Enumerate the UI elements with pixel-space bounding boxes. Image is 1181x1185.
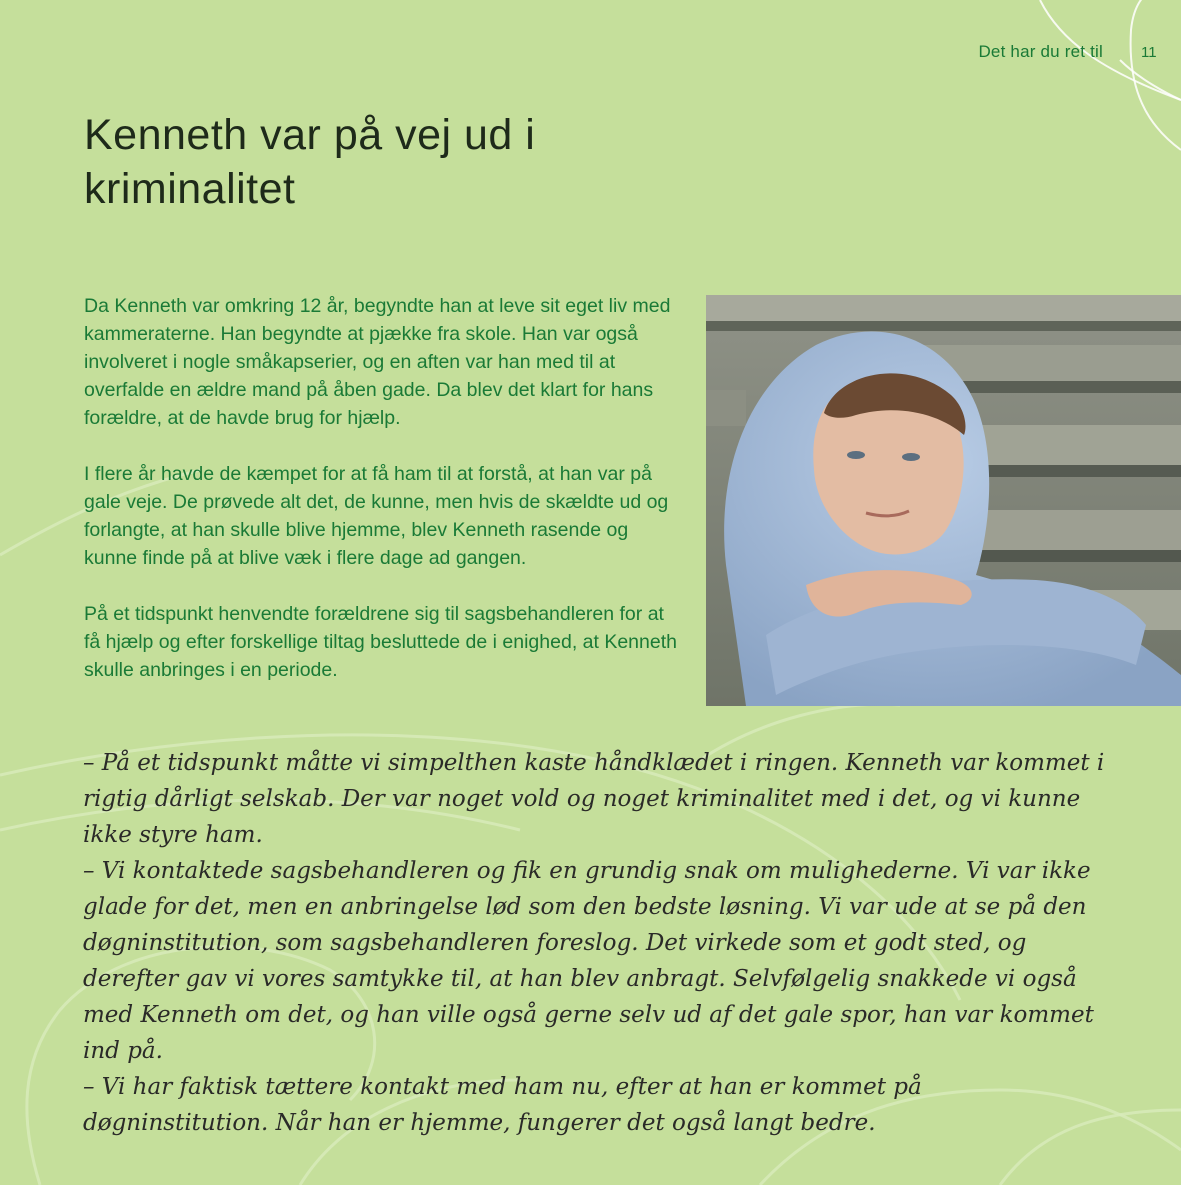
section-label: Det har du ret til (978, 42, 1103, 61)
body-paragraph: I flere år havde de kæmpet for at få ham til at forstå, at han var på gale veje. De prøvede alt det, de kunne, men hvis de skældte ud og forlangte, at han skulle blive hjemme, blev Kenneth rasende og kunne finde på at blive væk i flere dage ad gangen. (84, 463, 669, 569)
quote-paragraph: – Vi kontaktede sagsbehandleren og fik en grundig snak om mulighederne. Vi var ikke glade for det, men en anbringelse lød som den bedste løsning. Vi var ude at se på den døgninstitution, som sagsbehandleren foreslog. Det virkede som et godt sted, og derefter gav vi vores samtykke til, at han blev anbragt. Selvfølgelig snakkede vi også med Kenneth om det, og han ville også gerne selv ud af det gale spor, han var kommet ind på. (83, 858, 1094, 1064)
quote-paragraph: – Vi har faktisk tættere kontakt med ham nu, efter at han er kommet på døgninstitution. Når han er hjemme, fungerer det også langt bedre. (83, 1074, 922, 1136)
quote-paragraph: – På et tidspunkt måtte vi simpelthen kaste håndklædet i ringen. Kenneth var kommet i rigtig dårligt selskab. Der var noget vold og noget kriminalitet med i det, og vi kunne ikke styre ham. (83, 750, 1105, 848)
quote-section (83, 745, 1113, 1141)
body-paragraph: På et tidspunkt henvendte forældrene sig til sagsbehandleren for at få hjælp og efter forskellige tiltag besluttede de i enighed, at Kenneth skulle anbringes i en periode. (84, 603, 677, 681)
body-paragraph: Da Kenneth var omkring 12 år, begyndte han at leve sit eget liv med kammeraterne. Han begyndte at pjække fra skole. Han var også involveret i nogle småkapserier, og en aften var han med til at overfalde en ældre mand på åben gade. Da blev det klart for hans forældre, at de havde brug for hjælp. (84, 295, 671, 429)
page-number: 11 (1141, 44, 1157, 61)
page-title: Kenneth var på vej ud i kriminalitet (84, 111, 536, 213)
photo-illustration (706, 295, 1181, 706)
photo-hooded-teenager (706, 295, 1181, 706)
body-text (84, 292, 684, 712)
